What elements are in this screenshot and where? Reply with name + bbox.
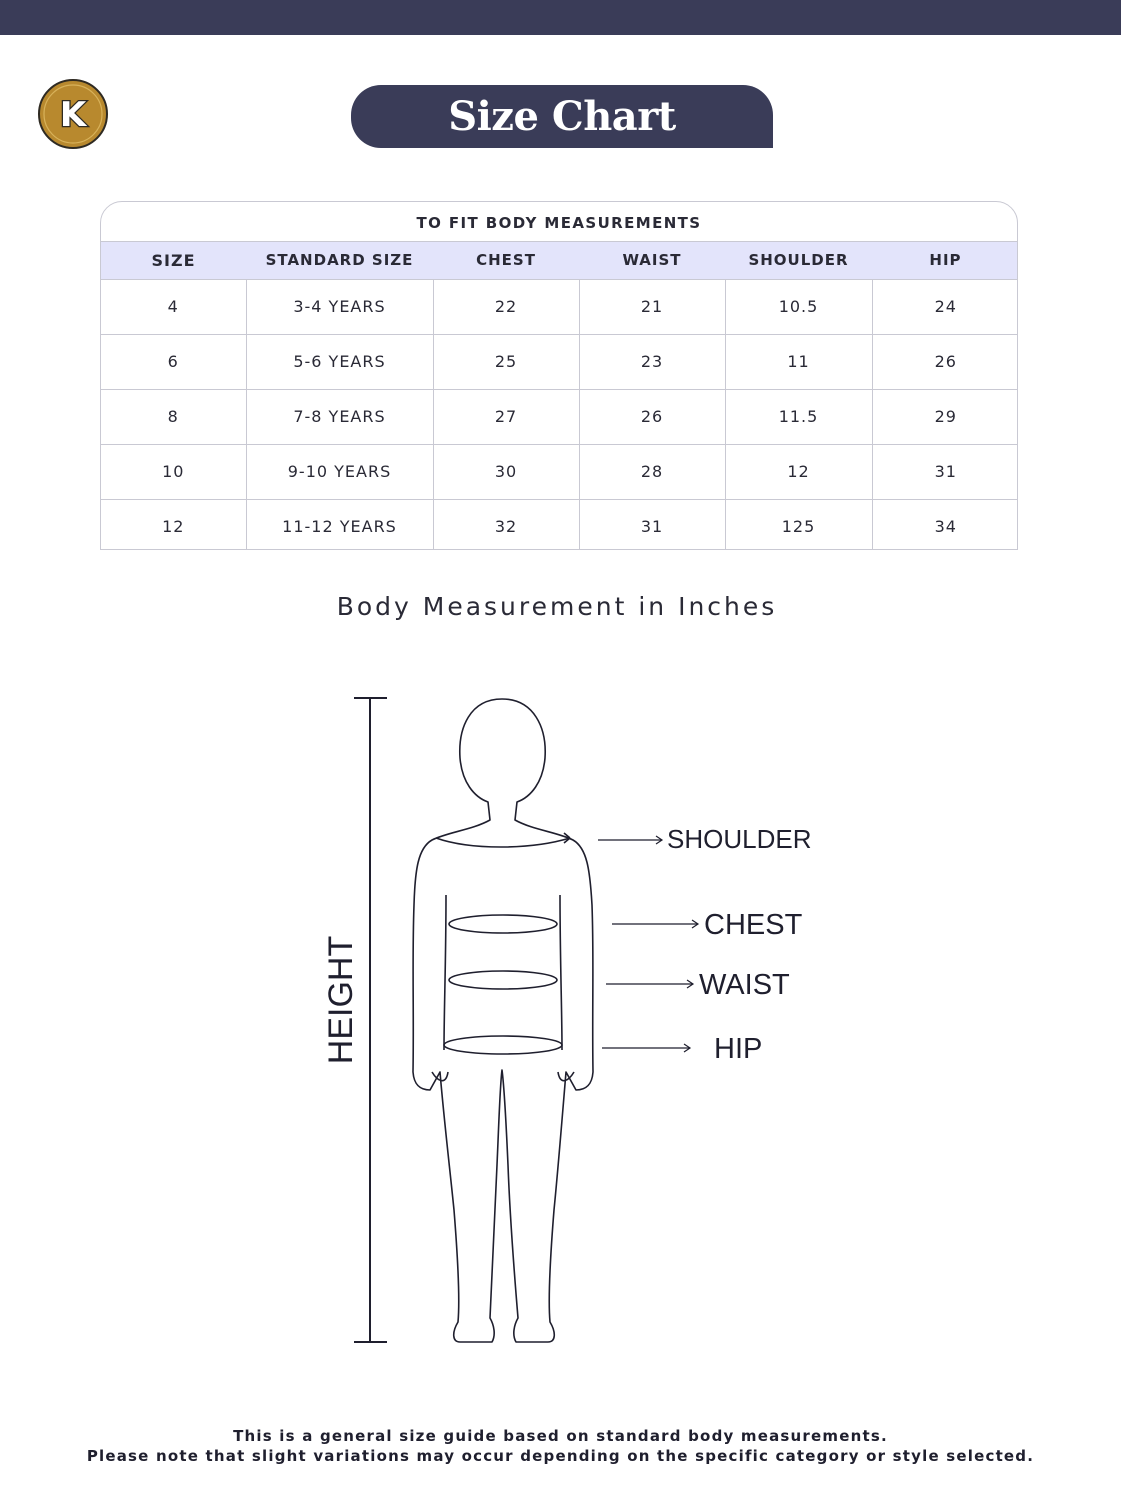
footer-line-2: Please note that slight variations may occur depending on the specific category or style selected. (86, 1447, 1035, 1465)
brand-logo (38, 79, 108, 149)
table-row (101, 499, 1018, 550)
top-bar (0, 0, 1121, 35)
cell-hip: 34 (934, 517, 957, 536)
cell-waist: 26 (579, 389, 725, 444)
table-header-row (101, 242, 1018, 279)
cell-size: 12 (101, 499, 246, 550)
cell-shoulder: 11.5 (725, 389, 872, 444)
cell-size: 6 (101, 334, 246, 389)
cell-size: 8 (101, 389, 246, 444)
cell-standard-size: 3-4 YEARS (246, 279, 433, 334)
cell-chest: 27 (433, 389, 579, 444)
cell-standard-size: 9-10 YEARS (246, 444, 433, 499)
measurement-arrows (598, 836, 698, 1052)
size-table (100, 201, 1018, 550)
height-ruler (354, 698, 387, 1342)
page-title: Size Chart (448, 93, 676, 140)
cell-hip: 31 (872, 444, 1018, 499)
cell-waist: 21 (579, 279, 725, 334)
col-header-chest: CHEST (433, 242, 579, 279)
cell-waist: 23 (579, 334, 725, 389)
cell-shoulder: 10.5 (725, 279, 872, 334)
cell-standard-size: 11-12 YEARS (246, 499, 433, 550)
cell-chest: 30 (433, 444, 579, 499)
col-header-size: SIZE (101, 242, 246, 279)
col-header-standard-size: STANDARD SIZE (246, 242, 433, 279)
cell-hip: 24 (872, 279, 1018, 334)
cell-waist: 28 (579, 444, 725, 499)
col-header-waist: WAIST (579, 242, 725, 279)
child-figure-icon (413, 699, 593, 1342)
measurements-table (101, 242, 1018, 550)
cell-chest: 22 (433, 279, 579, 334)
cell-shoulder: 12 (725, 444, 872, 499)
waist-label: WAIST (699, 969, 790, 1001)
cell-shoulder: 125 (725, 499, 872, 550)
cell-size: 10 (101, 444, 246, 499)
table-caption: TO FIT BODY MEASUREMENTS (101, 202, 1017, 242)
logo-letter: K (59, 95, 87, 135)
col-header-shoulder: SHOULDER (725, 242, 872, 279)
footer-line-1: This is a general size guide based on standard body measurements. (233, 1427, 888, 1445)
table-row (101, 389, 1018, 444)
cell-hip: 29 (872, 389, 1018, 444)
cell-chest: 32 (433, 499, 579, 550)
chest-label: CHEST (704, 909, 803, 941)
table-row (101, 444, 1018, 499)
hip-label: HIP (714, 1033, 763, 1065)
col-header-hip: HIP (872, 242, 1018, 279)
cell-chest: 25 (433, 334, 579, 389)
height-label: HEIGHT (322, 935, 360, 1065)
footer-note (0, 1426, 1121, 1466)
shoulder-label: SHOULDER (667, 824, 812, 854)
cell-standard-size: 7-8 YEARS (246, 389, 433, 444)
cell-standard-size: 5-6 YEARS (246, 334, 433, 389)
title-banner (351, 85, 773, 148)
diagram-title: Body Measurement in Inches (336, 592, 778, 621)
table-row (101, 279, 1018, 334)
measurement-tapes (436, 833, 570, 1054)
cell-hip: 26 (872, 334, 1018, 389)
cell-shoulder: 11 (725, 334, 872, 389)
table-row (101, 334, 1018, 389)
cell-size: 4 (101, 279, 246, 334)
cell-waist: 31 (579, 499, 725, 550)
